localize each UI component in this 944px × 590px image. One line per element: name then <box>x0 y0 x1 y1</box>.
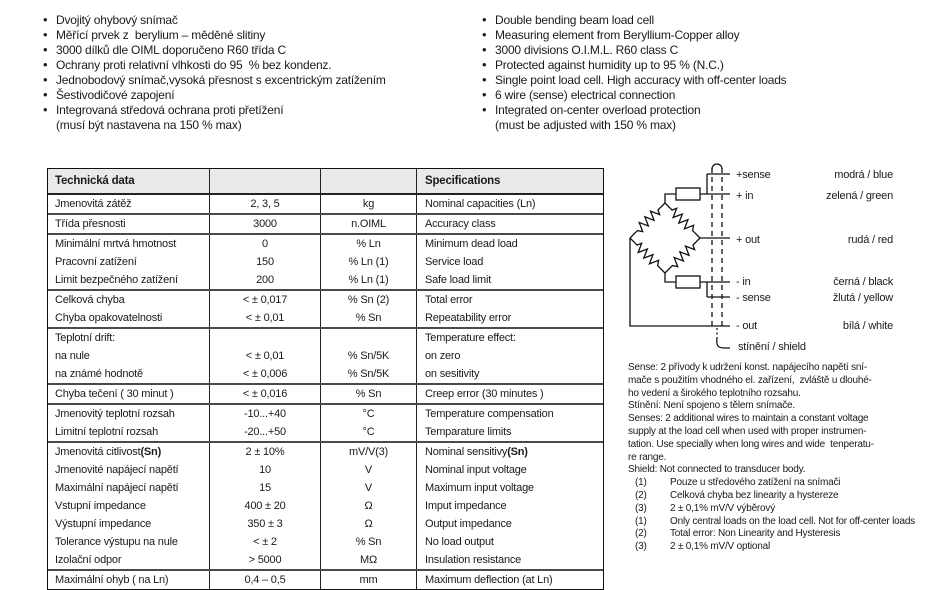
table-row <box>48 309 603 329</box>
footnote-text: Pouze u středového zatížení na snímači <box>670 477 841 489</box>
cell-text: Jmenovitý teplotní rozsah <box>55 408 175 420</box>
table-cell <box>48 551 210 569</box>
table-cell <box>210 461 321 479</box>
terminal-label: - out <box>736 320 758 332</box>
table-cell <box>210 235 321 253</box>
spec-table-body <box>48 195 603 589</box>
cell-text: na nule <box>55 350 90 362</box>
wheatstone-bridge-resistors <box>627 200 703 276</box>
cell-text: Ω <box>364 518 373 530</box>
table-cell <box>210 497 321 515</box>
table-cell <box>321 551 417 569</box>
table-row <box>48 423 603 443</box>
table-cell <box>321 215 417 233</box>
cell-text: 400 ± 20 <box>244 500 286 512</box>
table-cell <box>210 215 321 233</box>
cell-text: °C <box>362 408 375 420</box>
table-cell <box>321 533 417 551</box>
shield-hook <box>717 338 730 348</box>
cell-text: on sesitivity <box>425 368 480 380</box>
table-row <box>48 405 603 423</box>
table-row <box>48 235 603 253</box>
footnote-text: Celková chyba bez linearity a hystereze <box>670 489 839 501</box>
cell-text: Izolační odpor <box>55 554 122 566</box>
cell-text: Repeatability error <box>425 312 512 324</box>
cell-text: Minimum dead load <box>425 238 518 250</box>
cell-text: 150 <box>256 256 274 268</box>
terminal-label: - in <box>736 276 751 288</box>
feature-item: • Jednobodový snímač,vysoká přesnost s excentrickým zatížením <box>40 73 476 88</box>
table-row <box>48 215 603 235</box>
table-row <box>48 533 603 551</box>
cell-text: mm <box>359 574 378 586</box>
cell-text: V <box>364 482 373 494</box>
table-cell <box>417 551 603 569</box>
cell-text: Chyba tečení ( 30 minut ) <box>55 388 174 400</box>
table-cell <box>321 365 417 383</box>
table-header-row <box>48 169 603 195</box>
table-cell <box>417 571 603 589</box>
table-header-unit <box>321 169 417 193</box>
footnote-number: (1) <box>635 477 647 489</box>
cable-sheath-arc <box>712 164 722 169</box>
cell-text: Vstupní impedance <box>55 500 146 512</box>
table-cell <box>48 405 210 423</box>
cell-text: n.OIML <box>351 218 386 230</box>
feature-item: • Double bending beam load cell <box>479 13 939 28</box>
cell-text: 2, 3, 5 <box>250 198 280 210</box>
cell-text: Nominal sensitivy <box>425 446 508 458</box>
table-cell <box>48 309 210 327</box>
footnote-item <box>628 541 938 554</box>
footnote-number: (2) <box>635 528 647 540</box>
feature-item: • Single point load cell. High accuracy with off-center loads <box>479 73 939 88</box>
table-row <box>48 329 603 347</box>
cell-text: -20...+50 <box>244 426 286 438</box>
table-cell <box>48 347 210 365</box>
cell-text: kg <box>362 198 375 210</box>
footnote-text: 2 ± 0,1% mV/V výběrový <box>670 502 776 514</box>
table-cell <box>321 195 417 213</box>
table-cell <box>48 291 210 309</box>
table-row <box>48 461 603 479</box>
table-cell <box>48 515 210 533</box>
table-row <box>48 443 603 461</box>
cell-text: na známé hodnotě <box>55 368 143 380</box>
footnote-text: Total error: Non Linearity and Hysteresis <box>670 528 841 540</box>
table-row <box>48 253 603 271</box>
table-cell <box>321 443 417 461</box>
table-cell <box>417 533 603 551</box>
cell-text: 350 ± 3 <box>247 518 283 530</box>
table-cell <box>417 515 603 533</box>
footnote-item <box>628 490 938 503</box>
table-cell <box>417 235 603 253</box>
table-row <box>48 347 603 365</box>
notes-block <box>628 362 938 554</box>
shield-label: stínění / shield <box>738 341 806 353</box>
feature-item: • Integrated on-center overload protection <box>479 103 939 118</box>
cell-text: MΩ <box>360 554 377 566</box>
table-cell <box>48 479 210 497</box>
cell-text: Total error <box>425 294 473 306</box>
footnote-number: (2) <box>635 489 647 501</box>
wire-color-label: bílá / white <box>842 320 893 332</box>
cell-text: % Sn <box>355 388 382 400</box>
table-cell <box>321 497 417 515</box>
cell-text: 3000 <box>253 218 277 230</box>
table-cell <box>210 329 321 347</box>
table-cell <box>48 423 210 441</box>
cell-text: Tolerance výstupu na nule <box>55 536 178 548</box>
note-line: Sense: 2 přívody k udržení konst. napájecího napětí sní- <box>628 362 867 373</box>
table-cell <box>48 365 210 383</box>
cell-text: Maximální ohyb ( na Ln) <box>55 574 169 586</box>
table-cell <box>210 571 321 589</box>
cell-text: 200 <box>256 274 274 286</box>
table-cell <box>417 309 603 327</box>
table-cell <box>321 423 417 441</box>
table-cell <box>417 385 603 403</box>
table-cell <box>210 253 321 271</box>
table-header-english: Specifications <box>425 175 501 187</box>
table-cell <box>210 551 321 569</box>
cell-text: Insulation resistance <box>425 554 522 566</box>
table-cell <box>321 515 417 533</box>
terminal-label: + out <box>736 234 760 246</box>
cell-text: Service load <box>425 256 484 268</box>
note-line: tation. Use specially when long wires and wide tenperatu- <box>628 438 874 450</box>
cell-text: < ± 0,016 <box>242 388 288 400</box>
table-cell <box>210 309 321 327</box>
sense-shield-notes <box>628 362 938 477</box>
cell-text: Teplotní drift: <box>55 332 115 344</box>
feature-column-english <box>479 13 939 133</box>
table-cell <box>210 443 321 461</box>
feature-item: • Protected against humidity up to 95 % (N.C.) <box>479 58 939 73</box>
table-cell <box>417 329 603 347</box>
table-cell <box>210 405 321 423</box>
table-cell <box>321 329 417 347</box>
cell-text: mV/V(3) <box>349 446 388 458</box>
cell-text: Limit bezpečného zatížení <box>55 274 178 286</box>
cell-text: % Ln (1) <box>348 274 389 286</box>
feature-item: • 3000 dílků dle OIML doporučeno R60 třída C <box>40 43 476 58</box>
table-cell <box>210 515 321 533</box>
terminal-label: +sense <box>736 169 771 181</box>
table-cell <box>321 271 417 289</box>
cell-text: Limitní teplotní rozsah <box>55 426 159 438</box>
terminal-label: + in <box>736 190 754 202</box>
wire-color-label: žlutá / yellow <box>832 292 893 304</box>
table-cell <box>210 271 321 289</box>
table-cell <box>48 271 210 289</box>
feature-item: • Integrovaná středová ochrana proti přetížení <box>40 103 476 118</box>
cell-text: 15 <box>259 482 271 494</box>
table-row <box>48 195 603 215</box>
table-cell <box>321 347 417 365</box>
feature-item: • Measuring element from Beryllium-Copper alloy <box>479 28 939 43</box>
table-cell <box>48 215 210 233</box>
cell-text: on zero <box>425 350 461 362</box>
feature-list-czech <box>40 13 476 118</box>
table-cell <box>417 195 603 213</box>
cable-lines <box>712 168 722 330</box>
cell-text: V <box>364 464 373 476</box>
cell-text: 10 <box>259 464 271 476</box>
note-line: Stínění: Není spojeno s tělem snímače. <box>628 400 795 412</box>
cell-text: 0,4 – 0,5 <box>244 574 286 586</box>
note-line: mače s použitím vhodného el. zařízení, zvláště u dlouhé- <box>628 374 872 386</box>
table-cell <box>417 347 603 365</box>
table-cell <box>321 385 417 403</box>
table-cell <box>417 423 603 441</box>
cell-text: Temparature limits <box>425 426 512 438</box>
table-cell <box>417 253 603 271</box>
cell-text: Temperature effect: <box>425 332 516 344</box>
feature-item: • Měřící prvek z berylium – měděné slitiny <box>40 28 476 43</box>
table-row <box>48 365 603 385</box>
table-cell <box>321 405 417 423</box>
footnote-item <box>628 516 938 529</box>
footnote-item <box>628 503 938 516</box>
cell-text: Chyba opakovatelnosti <box>55 312 163 324</box>
footnote-number: (3) <box>635 541 647 553</box>
feature-continuation-english: (must be adjusted with 150 % max) <box>495 118 676 132</box>
table-row <box>48 551 603 571</box>
cell-text: Jmenovité napájecí napětí <box>55 464 179 476</box>
table-cell <box>417 443 603 461</box>
cell-text: Minimální mrtvá hmotnost <box>55 238 177 250</box>
spec-table <box>47 168 604 590</box>
cell-text: Třída přesnosti <box>55 218 126 230</box>
table-cell <box>321 461 417 479</box>
cell-text: < ± 2 <box>253 536 277 548</box>
table-cell <box>48 497 210 515</box>
table-cell <box>321 291 417 309</box>
cell-text: Temperature compensation <box>425 408 554 420</box>
table-cell <box>210 365 321 383</box>
table-cell <box>48 235 210 253</box>
note-line: ho vedení a širokého teplotního rozsahu. <box>628 387 801 399</box>
table-header-value <box>210 169 321 193</box>
cell-text: % Ln (1) <box>348 256 389 268</box>
table-cell <box>417 497 603 515</box>
footnote-number: (1) <box>635 515 647 527</box>
table-cell <box>417 479 603 497</box>
terminal-label: - sense <box>736 292 771 304</box>
cell-text: Safe load limit <box>425 274 492 286</box>
table-cell <box>48 329 210 347</box>
table-row <box>48 497 603 515</box>
feature-item: • Ochrany proti relativní vlhkosti do 95 % bez kondenz. <box>40 58 476 73</box>
cell-text: Nominal capacities (Ln) <box>425 198 536 210</box>
table-row <box>48 515 603 533</box>
cell-text: Jmenovitá citlivost <box>55 446 141 458</box>
table-cell <box>321 253 417 271</box>
table-row <box>48 571 603 589</box>
cell-text: Output impedance <box>425 518 512 530</box>
cell-text: % Sn (2) <box>347 294 390 306</box>
feature-item: • 6 wire (sense) electrical connection <box>479 88 939 103</box>
table-cell <box>417 461 603 479</box>
cell-text: Jmenovitá zátěž <box>55 198 132 210</box>
table-header-czech: Technická data <box>48 169 210 193</box>
wire-color-label: zelená / green <box>826 190 893 202</box>
table-cell <box>48 385 210 403</box>
feature-continuation-czech: (musí být nastavena na 150 % max) <box>56 118 242 132</box>
table-cell <box>417 271 603 289</box>
cell-text: Nominal input voltage <box>425 464 527 476</box>
cell-text: < ± 0,01 <box>245 312 285 324</box>
cell-text: Maximum input voltage <box>425 482 534 494</box>
table-row <box>48 385 603 405</box>
footnote-number: (3) <box>635 502 647 514</box>
footnote-item <box>628 528 938 541</box>
table-cell <box>417 365 603 383</box>
cell-text: Accuracy class <box>425 218 496 230</box>
table-cell <box>210 533 321 551</box>
table-cell <box>48 461 210 479</box>
cell-text: % Ln <box>356 238 381 250</box>
note-line: Senses: 2 additional wires to maintain a constant voltage <box>628 413 869 425</box>
table-row <box>48 291 603 309</box>
table-cell <box>210 385 321 403</box>
feature-column-czech <box>40 13 476 133</box>
wire-color-label: rudá / red <box>847 234 893 246</box>
compensation-resistor-top <box>676 188 700 200</box>
table-cell <box>321 309 417 327</box>
cell-text: Maximální napájecí napětí <box>55 482 179 494</box>
cell-text: Ω <box>364 500 373 512</box>
table-cell <box>48 195 210 213</box>
footnote-text: 2 ± 0,1% mV/V optional <box>670 541 771 553</box>
cell-text: 2 ± 10% <box>245 446 285 458</box>
cell-text-bold: (Sn) <box>507 446 528 458</box>
cell-text: > 5000 <box>248 554 282 566</box>
table-cell <box>210 479 321 497</box>
cell-text: No load output <box>425 536 494 548</box>
cell-text: -10...+40 <box>244 408 286 420</box>
cell-text: % Sn/5K <box>347 350 390 362</box>
cell-text: Celková chyba <box>55 294 125 306</box>
note-line: supply at the load cell when used with proper instrumen- <box>628 425 867 437</box>
table-cell <box>321 235 417 253</box>
footnote-item <box>628 477 938 490</box>
feature-item: • Dvojitý ohybový snímač <box>40 13 476 28</box>
footnote-items <box>628 477 938 554</box>
cell-text: Výstupní impedance <box>55 518 152 530</box>
cell-text: Maximum deflection (at Ln) <box>425 574 553 586</box>
table-cell <box>210 423 321 441</box>
wire-color-label: modrá / blue <box>834 169 893 181</box>
cell-text: % Sn <box>355 312 382 324</box>
feature-item: • 3000 divisions O.I.M.L. R60 class C <box>479 43 939 58</box>
table-cell <box>48 253 210 271</box>
cell-text: < ± 0,017 <box>242 294 288 306</box>
table-row <box>48 271 603 291</box>
table-cell <box>417 291 603 309</box>
table-cell <box>210 347 321 365</box>
cell-text: Pracovní zatížení <box>55 256 137 268</box>
feature-list-english <box>479 13 939 118</box>
cell-text: % Sn <box>355 536 382 548</box>
compensation-resistor-bottom <box>676 276 700 288</box>
table-cell <box>417 215 603 233</box>
cell-text: < ± 0,01 <box>245 350 285 362</box>
table-cell <box>321 479 417 497</box>
cell-text: Imput impedance <box>425 500 507 512</box>
cell-text-bold: (Sn) <box>140 446 162 458</box>
cell-text: < ± 0,006 <box>242 368 288 380</box>
table-row <box>48 479 603 497</box>
table-cell <box>48 533 210 551</box>
note-line: re range. <box>628 451 667 463</box>
cell-text: Creep error (30 minutes ) <box>425 388 544 400</box>
note-line: Shield: Not connected to transducer body. <box>628 464 806 476</box>
footnote-text: Only central loads on the load cell. Not for off-center loads <box>670 515 915 527</box>
cell-text: °C <box>362 426 375 438</box>
table-cell <box>417 405 603 423</box>
table-cell <box>321 571 417 589</box>
table-cell <box>48 443 210 461</box>
table-cell <box>48 571 210 589</box>
table-cell <box>210 291 321 309</box>
cell-text: % Sn/5K <box>347 368 390 380</box>
table-cell <box>210 195 321 213</box>
feature-item: • Šestivodičové zapojení <box>40 88 476 103</box>
wire-color-label: černá / black <box>833 276 893 288</box>
cell-text: 0 <box>262 238 268 250</box>
